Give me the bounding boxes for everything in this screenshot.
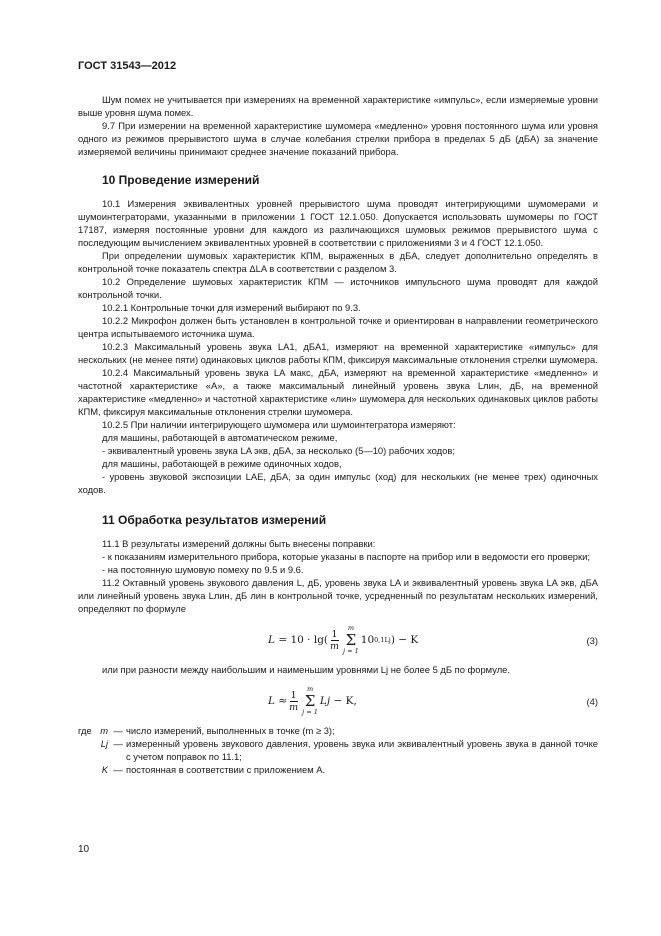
paragraph: 10.2.5 При наличии интегрирующего шумомера или шумоинтегратора измеряют: xyxy=(102,419,456,430)
paragraph: 10.2 Определение шумовых характеристик КПМ — источников импульсного шума проводят для каждой контрольной точки. xyxy=(78,276,598,300)
paragraph: 10.2.2 Микрофон должен быть установлен в контрольной точке и ориентирован в направлении геометрического центра испытываемого источника шума. xyxy=(78,315,598,339)
paragraph: 11.2 Октавный уровень звукового давления L, дБ, уровень звука LA и эквивалентный уровень звука LA экв, дБA или линейный уровень звука Lлин, дБ лин в контрольной точке, усредненный по результатам нескольких измерений, определяют по формуле xyxy=(78,577,598,614)
definition-dash: — xyxy=(113,725,123,736)
definition-dash: — xyxy=(113,764,123,775)
fraction: $\frac{1}{m}$ xyxy=(330,628,340,652)
paragraph: 10.1 Измерения эквивалентных уровней прерывистого шума проводят интегрирующими шумомерами и шумоинтеграторами, указанными в приложении 1 ГОСТ 12.1.050. Допускается использовать шумомеры по ГОСТ 17187, измеряя постоянные уровни для каждого из различающихся шумовых режимов прерывистого шума с последующим вычислением эквивалентных уровней в соответствии с приложениями 3 и 4 ГОСТ 12.1.050. xyxy=(78,198,598,248)
paragraph: для машины, работающей в режиме одиночных ходов, xyxy=(102,458,342,469)
paragraph: - уровень звуковой экспозиции LAE, дБA, за один импульс (ход) для нескольких (не менее трех) одиночных ходов. xyxy=(78,471,598,495)
formula-term: Lj xyxy=(319,694,331,707)
page-number: 10 xyxy=(78,844,90,855)
paragraph: При определении шумовых характеристик КПМ, выраженных в дБA, следует дополнительно определять в контрольной точке показатель спектра ΔLA в соответствии с разделом 3. xyxy=(78,250,598,274)
fraction: $\frac{1}{m}$ xyxy=(289,689,299,713)
paragraph: для машины, работающей в автоматическом режиме, xyxy=(102,432,338,443)
formula-3 xyxy=(78,623,598,657)
paragraph: - на постоянную шумовую помеху по 9.5 и 9.6. xyxy=(102,564,304,575)
formula-tail: ) − K xyxy=(390,633,419,646)
document-header: ГОСТ 31543—2012 xyxy=(78,60,177,72)
formula-number: (4) xyxy=(586,696,598,707)
formula-op: ≈ xyxy=(278,694,288,707)
formula-tail: − K, xyxy=(333,694,357,707)
paragraph: или при разности между наибольшим и наименьшим уровнями Lj не более 5 дБ по формуле. xyxy=(102,664,510,675)
definition-row xyxy=(78,737,598,763)
definitions-list xyxy=(78,724,598,776)
formula-exponent: 0,1Lj xyxy=(374,635,391,644)
paragraph: 10.2.1 Контрольные точки для измерений выбирают по 9.3. xyxy=(102,302,361,313)
definition-row xyxy=(78,763,598,776)
formula-number: (3) xyxy=(586,635,598,646)
formula-op: = 10 · lg( xyxy=(278,633,329,646)
definition-text: постоянная в соответствии с приложением А. xyxy=(126,764,326,775)
paragraph: - эквивалентный уровень звука LA экв, дБA, за несколько (5—10) рабочих ходов; xyxy=(102,445,455,456)
section-heading: 10 Проведение измерений xyxy=(102,173,260,187)
definition-term: Lj xyxy=(100,738,108,749)
formula-base: 10 xyxy=(360,633,375,646)
definition-text: измеренный уровень звукового давления, уровень звука или эквивалентный уровень звука в данной точке с учетом поправок по 11.1; xyxy=(126,738,598,762)
paragraph: 10.2.4 Максимальный уровень звука LA макс, дБA, измеряют на временной характеристике «медленно» и частотной характеристике «A», а также максимальный линейный уровень звука Lлин, дБ, на временной характеристике «медленно» и частотной характеристике «лин» шумомера для нескольких одинаковых циклов работы КПМ, фиксируя максимальные отклонения стрелки шумомера. xyxy=(78,367,598,417)
paragraph: 11.1 В результаты измерений должны быть внесены поправки: xyxy=(102,538,376,549)
paragraph: - к показаниям измерительного прибора, которые указаны в паспорте на прибор или в ведомости его проверки; xyxy=(102,551,590,562)
definition-text: число измерений, выполненных в точке (m ≥ 3); xyxy=(126,725,335,736)
page-body xyxy=(78,93,598,776)
definition-term: K xyxy=(101,764,108,775)
definition-term: m xyxy=(100,725,108,736)
formula-lhs: L xyxy=(268,694,275,707)
sum-sign: m Σ j = 1 xyxy=(343,624,359,655)
paragraph: Шум помех не учитывается при измерениях на временной характеристике «импульс», если измеряемые уровни выше уровня шума помех. xyxy=(78,94,598,118)
section-heading: 11 Обработка результатов измерений xyxy=(102,513,327,527)
definition-dash: — xyxy=(113,738,123,749)
paragraph: 10.2.3 Максимальный уровень звука LA1, дБA1, измеряют на временной характеристике «импульс» для нескольких (не менее пяти) одинаковых циклов работы КПМ, фиксируя максимальные отклонения стрелки шумомера. xyxy=(78,341,598,365)
sum-sign: m Σ j = 1 xyxy=(302,685,318,716)
definition-row: где m — число измерений, выполненных в точке (m ≥ 3); xyxy=(78,724,598,737)
formula-4 xyxy=(78,684,598,718)
formula-lhs: L xyxy=(268,633,275,646)
paragraph: 9.7 При измерении на временной характеристике шумомера «медленно» уровня постоянного шума или уровня одного из режимов прерывистого шума в случае колебания стрелки прибора в пределах 5 дБ (дБA) за значение измеряемой величины принимают среднее значение показаний прибора. xyxy=(78,120,598,157)
